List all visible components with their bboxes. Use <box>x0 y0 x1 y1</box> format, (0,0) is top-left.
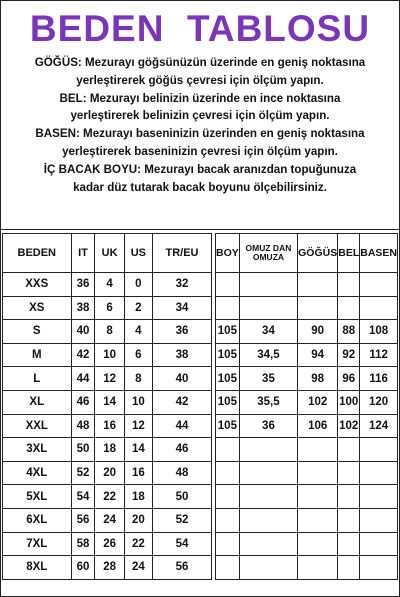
value-cell: 18 <box>124 485 152 509</box>
table-row <box>3 343 212 367</box>
value-cell <box>216 296 240 320</box>
value-cell <box>239 438 297 462</box>
size-label-cell: XS <box>3 296 72 320</box>
value-cell: 106 <box>298 414 338 438</box>
table-row <box>3 438 212 462</box>
value-cell: 12 <box>95 367 124 391</box>
value-cell: 36 <box>152 320 211 344</box>
value-cell: 46 <box>152 438 211 462</box>
value-cell <box>298 461 338 485</box>
size-label-cell: S <box>3 320 72 344</box>
value-cell: 20 <box>95 461 124 485</box>
value-cell: 10 <box>95 343 124 367</box>
table-row <box>216 414 398 438</box>
value-cell: 12 <box>124 414 152 438</box>
value-cell: 56 <box>71 508 95 532</box>
value-cell: 98 <box>298 367 338 391</box>
value-cell <box>338 532 360 556</box>
value-cell: 26 <box>95 532 124 556</box>
size-label-cell: 4XL <box>3 461 72 485</box>
value-cell <box>239 485 297 509</box>
value-cell: 92 <box>338 343 360 367</box>
value-cell: 48 <box>152 461 211 485</box>
table-row <box>3 320 212 344</box>
value-cell: 96 <box>338 367 360 391</box>
value-cell: 6 <box>95 296 124 320</box>
value-cell: 102 <box>338 414 360 438</box>
table-row <box>216 320 398 344</box>
table-row <box>216 556 398 580</box>
value-cell: 2 <box>124 296 152 320</box>
size-label-cell: 5XL <box>3 485 72 509</box>
value-cell: 36 <box>239 414 297 438</box>
value-cell <box>338 508 360 532</box>
value-cell <box>239 461 297 485</box>
value-cell: 105 <box>216 343 240 367</box>
value-cell: 52 <box>152 508 211 532</box>
column-header: UK <box>95 234 124 273</box>
value-cell: 40 <box>152 367 211 391</box>
value-cell: 6 <box>124 343 152 367</box>
value-cell: 100 <box>338 390 360 414</box>
value-cell: 28 <box>95 556 124 580</box>
value-cell <box>338 556 360 580</box>
value-cell: 52 <box>71 461 95 485</box>
value-cell: 54 <box>71 485 95 509</box>
value-cell: 20 <box>124 508 152 532</box>
instruction-line: kadar düz tutarak bacak boyunu ölçebilirsiniz. <box>73 180 327 194</box>
value-cell: 34 <box>239 320 297 344</box>
value-cell <box>239 508 297 532</box>
value-cell <box>338 485 360 509</box>
column-header: BASEN <box>360 234 398 273</box>
size-label-cell: L <box>3 367 72 391</box>
table-row <box>3 390 212 414</box>
size-label-cell: XXL <box>3 414 72 438</box>
value-cell: 24 <box>95 508 124 532</box>
value-cell: 102 <box>298 390 338 414</box>
table-row <box>3 367 212 391</box>
value-cell: 16 <box>124 461 152 485</box>
value-cell: 34 <box>152 296 211 320</box>
value-cell: 124 <box>360 414 398 438</box>
instruction-line: BASEN: Mezurayı baseninizin üzerinden en geniş noktasına <box>35 127 365 141</box>
column-header: BEDEN <box>3 234 72 273</box>
table-row <box>216 438 398 462</box>
size-conversion-table <box>2 233 212 580</box>
value-cell: 14 <box>95 390 124 414</box>
table-row <box>3 273 212 297</box>
table-row <box>3 485 212 509</box>
instruction-line: yerleştirerek göğüs çevresi için ölçüm yapın. <box>76 73 324 87</box>
size-label-cell: 6XL <box>3 508 72 532</box>
value-cell: 48 <box>71 414 95 438</box>
value-cell: 120 <box>360 390 398 414</box>
value-cell: 116 <box>360 367 398 391</box>
size-label-cell: 3XL <box>3 438 72 462</box>
table-row <box>3 556 212 580</box>
value-cell: 42 <box>71 343 95 367</box>
value-cell <box>360 438 398 462</box>
value-cell: 34,5 <box>239 343 297 367</box>
value-cell: 42 <box>152 390 211 414</box>
value-cell <box>216 508 240 532</box>
size-label-cell: M <box>3 343 72 367</box>
instruction-line: yerleştirerek belinizin çevresi için ölçüm yapın. <box>70 109 330 123</box>
size-label-cell: XXS <box>3 273 72 297</box>
value-cell: 35 <box>239 367 297 391</box>
value-cell: 4 <box>95 273 124 297</box>
value-cell: 38 <box>152 343 211 367</box>
value-cell <box>298 273 338 297</box>
value-cell <box>360 532 398 556</box>
table-row <box>216 532 398 556</box>
value-cell <box>216 438 240 462</box>
value-cell <box>216 273 240 297</box>
column-header: IT <box>71 234 95 273</box>
value-cell <box>216 556 240 580</box>
value-cell <box>239 296 297 320</box>
value-cell: 50 <box>71 438 95 462</box>
column-header: OMUZ DAN OMUZA <box>239 234 297 273</box>
value-cell: 32 <box>152 273 211 297</box>
value-cell <box>338 296 360 320</box>
value-cell <box>216 485 240 509</box>
value-cell: 22 <box>95 485 124 509</box>
value-cell <box>360 273 398 297</box>
value-cell: 8 <box>95 320 124 344</box>
value-cell <box>338 273 360 297</box>
value-cell: 46 <box>71 390 95 414</box>
table-row <box>3 461 212 485</box>
table-row <box>216 367 398 391</box>
instruction-line: yerleştirerek baseninizin çevresi için ölçüm yapın. <box>62 144 338 158</box>
value-cell: 105 <box>216 367 240 391</box>
value-cell <box>298 296 338 320</box>
value-cell: 40 <box>71 320 95 344</box>
value-cell <box>239 556 297 580</box>
value-cell <box>360 556 398 580</box>
table-row <box>216 273 398 297</box>
value-cell <box>360 461 398 485</box>
table-row <box>3 414 212 438</box>
table-row <box>216 343 398 367</box>
value-cell: 88 <box>338 320 360 344</box>
value-cell: 0 <box>124 273 152 297</box>
value-cell: 108 <box>360 320 398 344</box>
section-divider <box>0 229 400 230</box>
value-cell: 4 <box>124 320 152 344</box>
instruction-line: İÇ BACAK BOYU: Mezurayı bacak aranızdan topuğunuza <box>43 162 357 176</box>
value-cell: 94 <box>298 343 338 367</box>
body-measurement-table <box>215 233 398 580</box>
table-row <box>216 390 398 414</box>
value-cell: 44 <box>71 367 95 391</box>
size-label-cell: XL <box>3 390 72 414</box>
value-cell: 24 <box>124 556 152 580</box>
value-cell: 8 <box>124 367 152 391</box>
value-cell: 38 <box>71 296 95 320</box>
value-cell: 105 <box>216 390 240 414</box>
measurement-instructions <box>0 54 400 196</box>
value-cell <box>360 485 398 509</box>
page-title: BEDEN TABLOSU <box>29 8 371 49</box>
value-cell <box>239 273 297 297</box>
value-cell: 36 <box>71 273 95 297</box>
value-cell <box>298 532 338 556</box>
instruction-line: GÖĞÜS: Mezurayı göğsünüzün üzerinde en geniş noktasına <box>34 56 366 69</box>
value-cell <box>298 485 338 509</box>
value-cell: 105 <box>216 414 240 438</box>
value-cell: 50 <box>152 485 211 509</box>
size-label-cell: 8XL <box>3 556 72 580</box>
table-row <box>216 296 398 320</box>
value-cell: 18 <box>95 438 124 462</box>
column-header: BEL <box>338 234 360 273</box>
value-cell: 90 <box>298 320 338 344</box>
table-row <box>3 532 212 556</box>
column-header: TR/EU <box>152 234 211 273</box>
value-cell: 60 <box>71 556 95 580</box>
value-cell <box>239 532 297 556</box>
value-cell: 35,5 <box>239 390 297 414</box>
value-cell <box>360 508 398 532</box>
value-cell <box>216 461 240 485</box>
value-cell <box>298 556 338 580</box>
value-cell: 22 <box>124 532 152 556</box>
value-cell: 16 <box>95 414 124 438</box>
value-cell <box>216 532 240 556</box>
value-cell: 14 <box>124 438 152 462</box>
value-cell: 112 <box>360 343 398 367</box>
value-cell: 54 <box>152 532 211 556</box>
table-row <box>216 485 398 509</box>
instruction-line: BEL: Mezurayı belinizin üzerinde en ince noktasına <box>59 91 341 105</box>
table-row <box>216 461 398 485</box>
column-header: BOY <box>216 234 240 273</box>
value-cell <box>338 438 360 462</box>
value-cell: 56 <box>152 556 211 580</box>
column-header: US <box>124 234 152 273</box>
value-cell: 10 <box>124 390 152 414</box>
value-cell <box>338 461 360 485</box>
value-cell <box>360 296 398 320</box>
value-cell <box>298 438 338 462</box>
value-cell: 58 <box>71 532 95 556</box>
value-cell: 105 <box>216 320 240 344</box>
size-label-cell: 7XL <box>3 532 72 556</box>
value-cell: 44 <box>152 414 211 438</box>
table-row <box>3 296 212 320</box>
table-row <box>3 508 212 532</box>
table-row <box>216 508 398 532</box>
value-cell <box>298 508 338 532</box>
column-header: GÖĞÜS <box>298 234 338 273</box>
